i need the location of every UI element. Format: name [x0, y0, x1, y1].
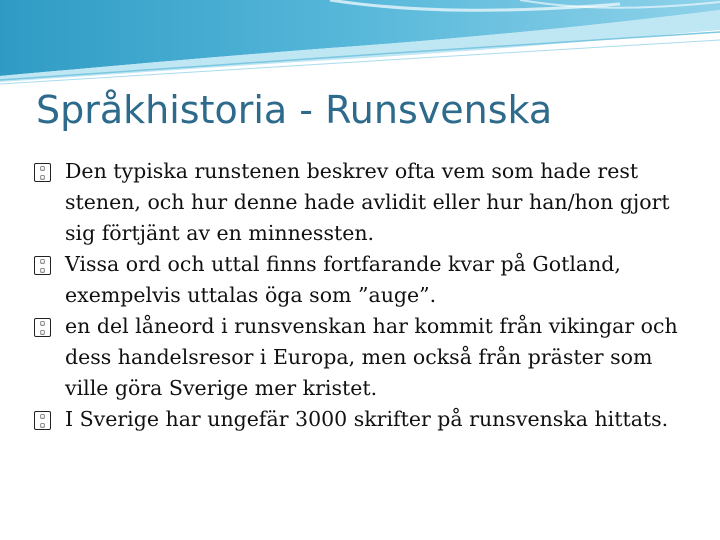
bullet-text: Vissa ord och uttal finns fortfarande kvar på Gotland, exempelvis uttalas öga som ”auge”. [65, 252, 621, 307]
header-wave-decoration [0, 0, 720, 90]
bullet-item [34, 311, 694, 404]
bullet-marker-icon: ▫ ▫ [34, 256, 51, 275]
bullet-item [34, 156, 694, 249]
slide-title: Språkhistoria - Runsvenska [36, 88, 553, 132]
bullet-marker-icon: ▫ ▫ [34, 163, 51, 182]
bullet-marker-icon: ▫ ▫ [34, 411, 51, 430]
bullet-item [34, 249, 694, 311]
bullet-text: en del låneord i runsvenskan har kommit från vikingar och dess handelsresor i Europa, men också från präster som ville göra Sverige mer kristet. [65, 314, 678, 400]
bullet-item [34, 404, 694, 435]
bullet-text: I Sverige har ungefär 3000 skrifter på runsvenska hittats. [65, 407, 669, 431]
bullet-marker-icon: ▫ ▫ [34, 318, 51, 337]
bullet-list [34, 156, 694, 435]
bullet-text: Den typiska runstenen beskrev ofta vem som hade rest stenen, och hur denne hade avlidit eller hur han/hon gjort sig förtjänt av en minnessten. [65, 159, 670, 245]
